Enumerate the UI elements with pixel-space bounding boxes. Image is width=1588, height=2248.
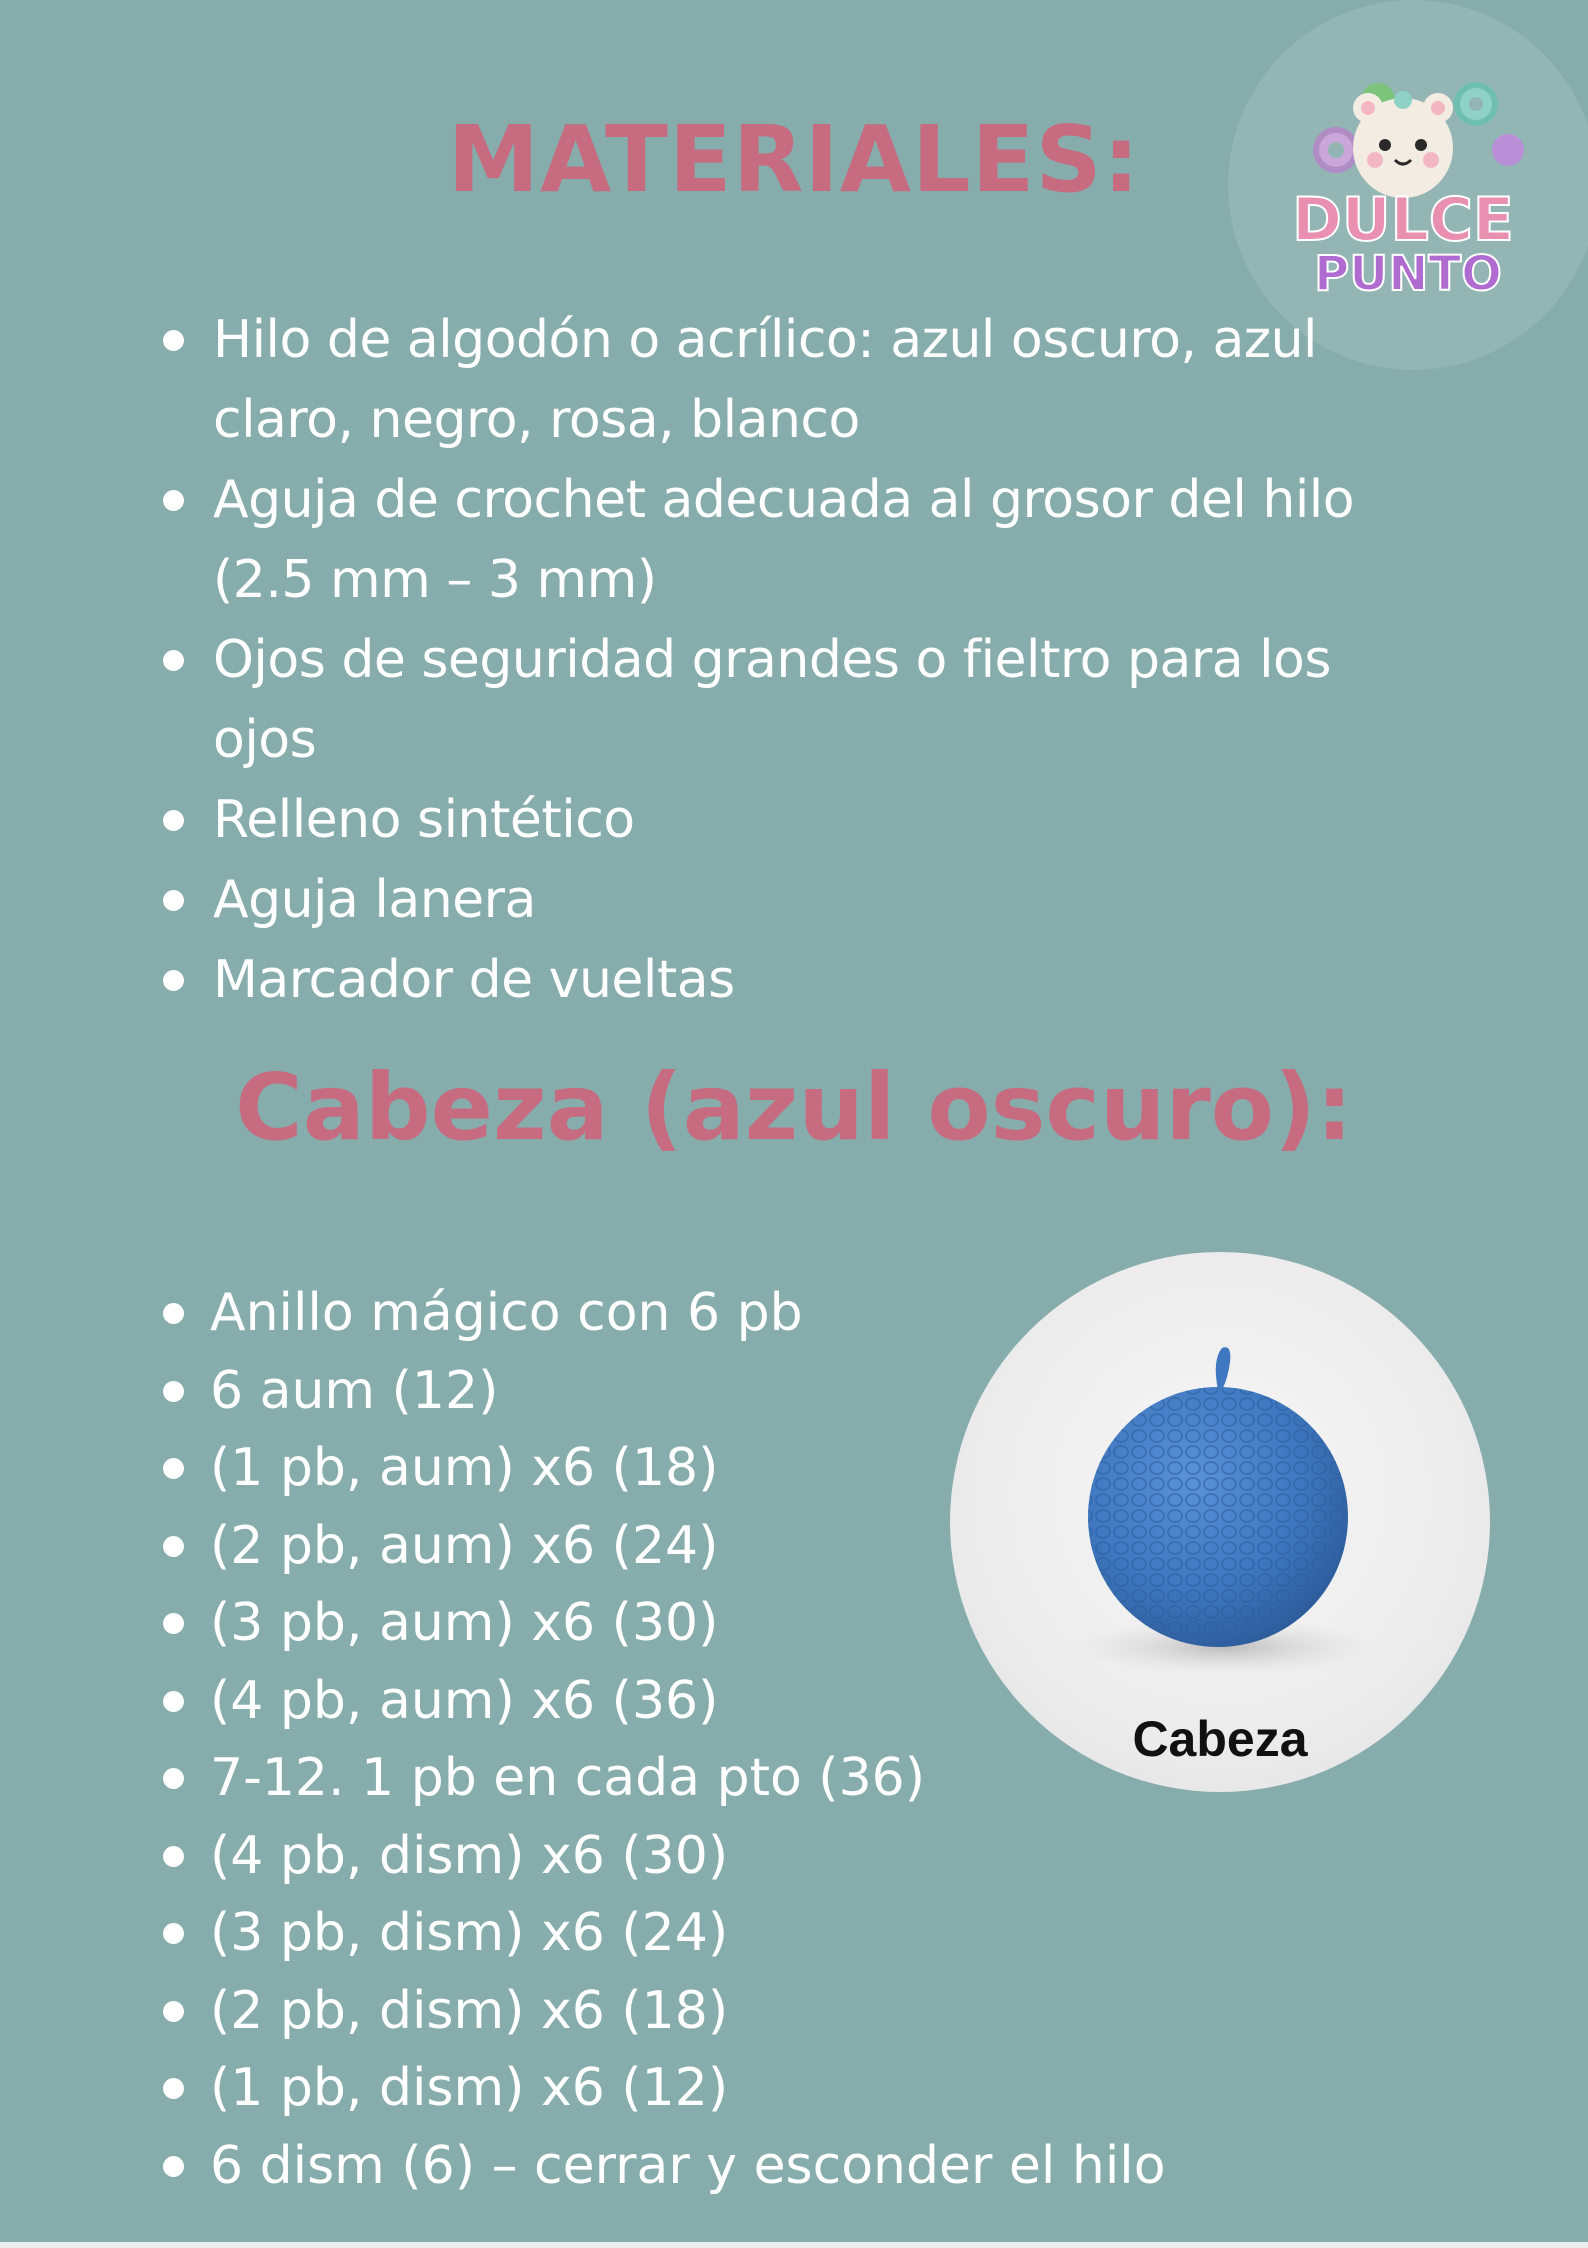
pattern-step: (4 pb, aum) x6 (36) bbox=[155, 1663, 975, 1741]
pattern-step: (3 pb, aum) x6 (30) bbox=[155, 1585, 975, 1663]
pattern-steps-list bbox=[155, 1275, 1166, 2205]
page-bottom-edge bbox=[0, 2242, 1588, 2248]
materials-list-item: Ojos de seguridad grandes o fieltro para los ojos bbox=[155, 620, 1415, 780]
pattern-step: (4 pb, dism) x6 (30) bbox=[155, 1818, 975, 1896]
crochet-head-photo bbox=[950, 1252, 1490, 1792]
materials-list-item: Aguja lanera bbox=[155, 860, 1415, 940]
pattern-step: (1 pb, aum) x6 (18) bbox=[155, 1430, 975, 1508]
pattern-step: 6 aum (12) bbox=[155, 1353, 975, 1431]
pattern-step: (2 pb, dism) x6 (18) bbox=[155, 1973, 975, 2051]
pattern-step: (2 pb, aum) x6 (24) bbox=[155, 1508, 975, 1586]
section-title: Cabeza (azul oscuro): bbox=[235, 1054, 1353, 1161]
materials-list-item: Hilo de algodón o acrílico: azul oscuro, azul claro, negro, rosa, blanco bbox=[155, 300, 1415, 460]
pattern-step: (3 pb, dism) x6 (24) bbox=[155, 1895, 975, 1973]
materials-list bbox=[155, 300, 1415, 1020]
logo-line-1: DULCE bbox=[1292, 185, 1514, 255]
materials-list-item: Aguja de crochet adecuada al grosor del hilo (2.5 mm – 3 mm) bbox=[155, 460, 1415, 620]
pattern-step: Anillo mágico con 6 pb bbox=[155, 1275, 975, 1353]
pattern-step: 6 dism (6) – cerrar y esconder el hilo bbox=[155, 2128, 975, 2206]
page-title: MATERIALES: bbox=[447, 106, 1141, 213]
pattern-step: (1 pb, dism) x6 (12) bbox=[155, 2050, 975, 2128]
photo-caption: Cabeza bbox=[1132, 1711, 1308, 1767]
pattern-step: 7-12. 1 pb en cada pto (36) bbox=[155, 1740, 975, 1818]
logo-line-2: PUNTO bbox=[1314, 246, 1502, 302]
materials-list-item: Relleno sintético bbox=[155, 780, 1415, 860]
materials-list-item: Marcador de vueltas bbox=[155, 940, 1415, 1020]
